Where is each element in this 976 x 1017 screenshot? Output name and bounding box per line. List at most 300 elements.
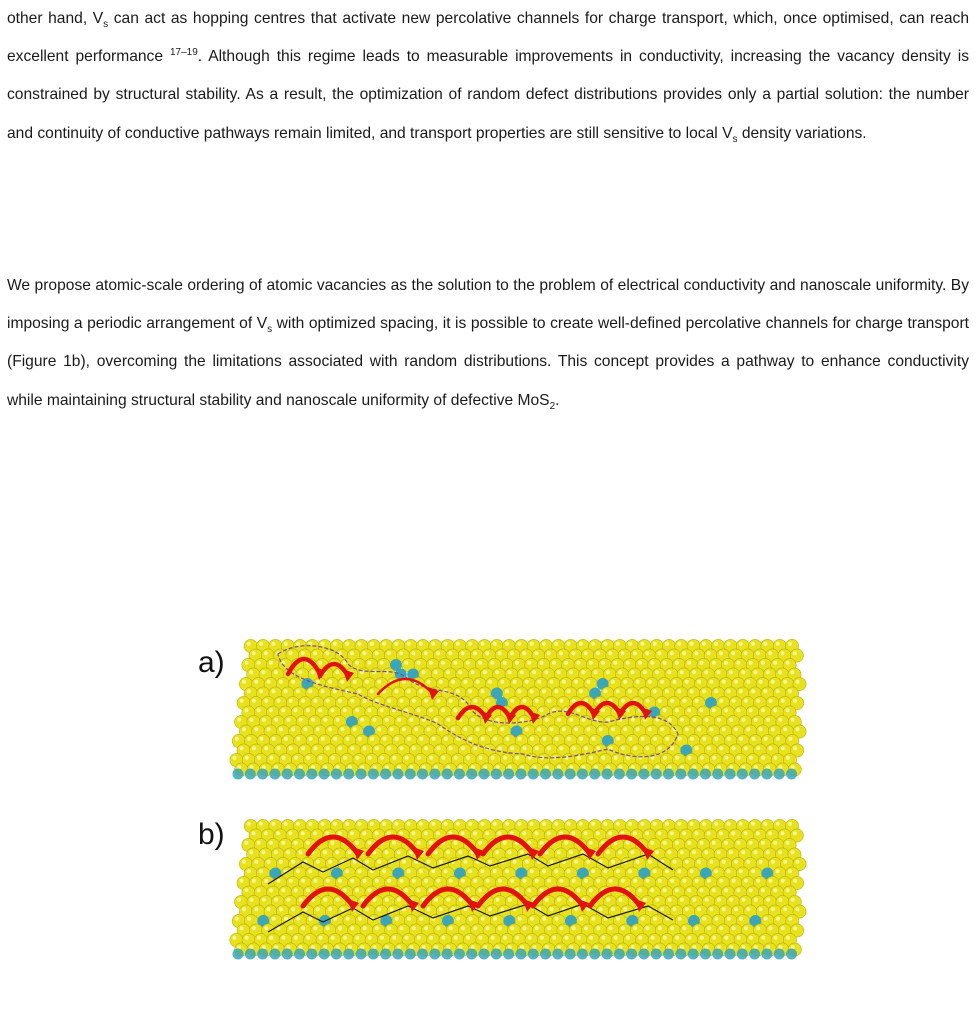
s-atom-highlight: [547, 699, 551, 703]
s-atom-highlight: [281, 708, 285, 712]
s-atom-highlight: [729, 850, 733, 854]
s-atom-highlight: [355, 936, 359, 940]
s-atom-highlight: [732, 699, 736, 703]
s-atom-highlight: [254, 907, 258, 911]
s-atom-highlight: [768, 651, 772, 655]
s-atom-highlight: [761, 888, 765, 892]
s-atom-highlight: [579, 917, 583, 921]
s-atom-highlight: [328, 907, 332, 911]
s-atom-highlight: [247, 642, 251, 646]
s-atom-highlight: [690, 737, 694, 741]
s-atom-highlight: [682, 651, 686, 655]
s-atom-highlight: [582, 718, 586, 722]
s-atom-highlight: [267, 680, 271, 684]
s-atom-highlight: [446, 718, 450, 722]
s-atom-highlight: [328, 680, 332, 684]
s-atom-highlight: [692, 718, 696, 722]
s-atom-highlight: [709, 907, 713, 911]
s-atom-highlight: [478, 888, 482, 892]
s-atom-highlight: [284, 917, 288, 921]
s-atom-highlight: [240, 746, 244, 750]
s-atom-highlight: [545, 898, 549, 902]
s-atom-highlight: [525, 680, 529, 684]
mo-atom-edge: [503, 769, 514, 780]
s-atom-highlight: [574, 727, 578, 731]
s-atom-highlight: [542, 822, 546, 826]
s-atom-highlight: [385, 850, 389, 854]
s-atom-highlight: [663, 888, 667, 892]
s-atom-highlight: [754, 898, 758, 902]
mo-atom-edge: [786, 949, 797, 960]
s-atom-highlight: [567, 822, 571, 826]
s-atom-highlight: [490, 661, 494, 665]
s-atom-highlight: [380, 936, 384, 940]
s-atom-highlight: [719, 651, 723, 655]
s-atom-highlight: [769, 926, 773, 930]
s-atom-highlight: [279, 860, 283, 864]
s-atom-highlight: [449, 699, 453, 703]
s-atom-highlight: [291, 680, 295, 684]
s-atom-highlight: [786, 888, 790, 892]
s-atom-highlight: [786, 661, 790, 665]
s-atom-highlight: [436, 746, 440, 750]
s-atom-highlight: [724, 888, 728, 892]
s-atom-highlight: [557, 718, 561, 722]
s-atom-highlight: [746, 907, 750, 911]
s-atom-highlight: [269, 708, 273, 712]
mo-atom-edge: [515, 949, 526, 960]
s-atom-highlight: [550, 727, 554, 731]
s-atom-highlight: [267, 907, 271, 911]
s-atom-highlight: [375, 926, 379, 930]
s-atom-highlight: [547, 879, 551, 883]
s-atom-highlight: [778, 898, 782, 902]
s-atom-highlight: [281, 841, 285, 845]
s-atom-highlight: [626, 661, 630, 665]
s-atom-highlight: [540, 661, 544, 665]
s-atom-highlight: [592, 917, 596, 921]
s-atom-highlight: [688, 756, 692, 760]
mo-atom-edge: [761, 949, 772, 960]
s-atom-highlight: [687, 708, 691, 712]
s-atom-highlight: [404, 888, 408, 892]
s-atom-highlight: [277, 746, 281, 750]
s-atom-highlight: [673, 860, 677, 864]
s-atom-highlight: [786, 708, 790, 712]
s-atom-highlight: [377, 727, 381, 731]
s-atom-highlight: [749, 936, 753, 940]
s-atom-highlight: [714, 822, 718, 826]
s-atom-highlight: [399, 831, 403, 835]
s-atom-highlight: [520, 850, 524, 854]
s-atom-highlight: [749, 708, 753, 712]
s-atom-highlight: [331, 936, 335, 940]
s-atom-highlight: [454, 708, 458, 712]
s-atom-highlight: [623, 907, 627, 911]
s-atom-highlight: [712, 888, 716, 892]
panel-a-random-vacancy-lattice: [228, 634, 808, 784]
s-atom-highlight: [697, 860, 701, 864]
s-atom-highlight: [584, 651, 588, 655]
s-atom-highlight: [397, 850, 401, 854]
s-atom-highlight: [707, 746, 711, 750]
s-atom-highlight: [319, 756, 323, 760]
s-atom-highlight: [478, 756, 482, 760]
s-atom-highlight: [473, 926, 477, 930]
s-atom-highlight: [259, 822, 263, 826]
s-atom-highlight: [623, 727, 627, 731]
s-atom-highlight: [690, 642, 694, 646]
s-atom-highlight: [476, 680, 480, 684]
s-atom-highlight: [766, 718, 770, 722]
s-atom-highlight: [463, 860, 467, 864]
s-atom-highlight: [586, 680, 590, 684]
s-atom-highlight: [249, 670, 253, 674]
s-atom-highlight: [358, 822, 362, 826]
s-atom-highlight: [739, 737, 743, 741]
s-atom-highlight: [577, 888, 581, 892]
s-atom-highlight: [555, 917, 559, 921]
s-atom-highlight: [358, 869, 362, 873]
s-atom-highlight: [321, 822, 325, 826]
s-atom-highlight: [613, 661, 617, 665]
s-atom-highlight: [638, 936, 642, 940]
s-atom-highlight: [670, 746, 674, 750]
s-atom-highlight: [571, 831, 575, 835]
s-atom-highlight: [675, 756, 679, 760]
s-atom-highlight: [338, 926, 342, 930]
s-atom-highlight: [586, 860, 590, 864]
s-atom-highlight: [673, 907, 677, 911]
s-atom-highlight: [707, 926, 711, 930]
s-atom-highlight: [454, 661, 458, 665]
s-atom-highlight: [736, 661, 740, 665]
s-atom-highlight: [439, 907, 443, 911]
s-atom-highlight: [380, 708, 384, 712]
s-atom-highlight: [272, 917, 276, 921]
s-atom-highlight: [517, 642, 521, 646]
s-atom-highlight: [781, 746, 785, 750]
s-atom-highlight: [466, 661, 470, 665]
s-atom-highlight: [773, 888, 777, 892]
mo-atom-edge: [466, 949, 477, 960]
s-atom-highlight: [705, 898, 709, 902]
s-atom-highlight: [298, 670, 302, 674]
s-atom-highlight: [257, 888, 261, 892]
s-atom-highlight: [535, 879, 539, 883]
s-atom-highlight: [365, 680, 369, 684]
s-atom-highlight: [446, 898, 450, 902]
s-atom-highlight: [547, 926, 551, 930]
s-atom-highlight: [375, 879, 379, 883]
s-atom-highlight: [781, 926, 785, 930]
s-atom-highlight: [616, 642, 620, 646]
s-atom-highlight: [394, 689, 398, 693]
s-atom-highlight: [729, 718, 733, 722]
s-atom-highlight: [739, 642, 743, 646]
s-atom-highlight: [313, 746, 317, 750]
s-atom-highlight: [301, 651, 305, 655]
mo-atom-edge: [638, 769, 649, 780]
s-atom-highlight: [503, 661, 507, 665]
s-atom-highlight: [572, 879, 576, 883]
s-atom-highlight: [643, 670, 647, 674]
s-atom-highlight: [252, 746, 256, 750]
s-atom-highlight: [362, 831, 366, 835]
s-atom-highlight: [468, 689, 472, 693]
s-atom-highlight: [444, 822, 448, 826]
s-atom-highlight: [579, 689, 583, 693]
s-atom-highlight: [702, 689, 706, 693]
s-atom-highlight: [670, 651, 674, 655]
s-atom-highlight: [766, 898, 770, 902]
s-atom-highlight: [373, 898, 377, 902]
s-atom-highlight: [557, 898, 561, 902]
s-atom-highlight: [417, 756, 421, 760]
s-atom-highlight: [599, 727, 603, 731]
s-atom-highlight: [542, 869, 546, 873]
s-atom-highlight: [429, 661, 433, 665]
s-atom-highlight: [569, 670, 573, 674]
s-atom-highlight: [729, 670, 733, 674]
s-atom-highlight: [486, 926, 490, 930]
s-atom-highlight: [503, 936, 507, 940]
s-atom-highlight: [700, 756, 704, 760]
s-atom-highlight: [727, 869, 731, 873]
s-atom-highlight: [335, 850, 339, 854]
s-atom-highlight: [731, 831, 735, 835]
s-atom-highlight: [442, 756, 446, 760]
s-atom-highlight: [257, 661, 261, 665]
s-atom-highlight: [382, 822, 386, 826]
s-atom-highlight: [257, 841, 261, 845]
mo-atom-edge: [233, 949, 244, 960]
s-atom-highlight: [264, 746, 268, 750]
s-atom-highlight: [790, 670, 794, 674]
s-atom-highlight: [650, 661, 654, 665]
s-atom-highlight: [515, 756, 519, 760]
s-atom-highlight: [609, 879, 613, 883]
s-atom-highlight: [527, 888, 531, 892]
s-atom-highlight: [520, 718, 524, 722]
s-atom-highlight: [579, 822, 583, 826]
s-atom-highlight: [451, 727, 455, 731]
s-atom-highlight: [367, 888, 371, 892]
s-atom-highlight: [353, 680, 357, 684]
s-atom-highlight: [461, 926, 465, 930]
s-atom-highlight: [638, 888, 642, 892]
s-atom-highlight: [658, 746, 662, 750]
s-atom-highlight: [427, 680, 431, 684]
s-atom-highlight: [252, 651, 256, 655]
mo-atom-edge: [577, 769, 588, 780]
s-atom-highlight: [640, 822, 644, 826]
s-atom-highlight: [712, 936, 716, 940]
s-atom-highlight: [614, 756, 618, 760]
s-atom-highlight: [653, 869, 657, 873]
s-atom-highlight: [788, 869, 792, 873]
s-atom-highlight: [596, 831, 600, 835]
s-atom-highlight: [793, 831, 797, 835]
s-atom-highlight: [407, 642, 411, 646]
s-atom-highlight: [466, 888, 470, 892]
s-atom-highlight: [242, 860, 246, 864]
s-atom-highlight: [503, 841, 507, 845]
s-atom-highlight: [535, 699, 539, 703]
s-atom-highlight: [636, 680, 640, 684]
s-atom-highlight: [764, 737, 768, 741]
s-atom-highlight: [252, 831, 256, 835]
s-atom-highlight: [645, 651, 649, 655]
s-atom-highlight: [485, 831, 489, 835]
s-atom-highlight: [508, 670, 512, 674]
s-atom-highlight: [493, 642, 497, 646]
s-atom-highlight: [456, 689, 460, 693]
s-atom-highlight: [697, 680, 701, 684]
s-atom-highlight: [658, 831, 662, 835]
s-atom-highlight: [530, 689, 534, 693]
s-atom-highlight: [340, 907, 344, 911]
s-atom-highlight: [277, 879, 281, 883]
s-atom-highlight: [240, 699, 244, 703]
s-atom-highlight: [744, 746, 748, 750]
s-atom-highlight: [788, 917, 792, 921]
s-atom-highlight: [744, 831, 748, 835]
s-atom-highlight: [783, 680, 787, 684]
s-atom-highlight: [783, 907, 787, 911]
s-atom-highlight: [279, 727, 283, 731]
s-atom-highlight: [663, 708, 667, 712]
s-atom-highlight: [763, 689, 767, 693]
s-atom-highlight: [419, 869, 423, 873]
s-atom-highlight: [562, 727, 566, 731]
s-atom-highlight: [274, 898, 278, 902]
mo-atom-edge: [688, 949, 699, 960]
s-atom-highlight: [589, 756, 593, 760]
s-atom-highlight: [665, 869, 669, 873]
s-atom-highlight: [513, 680, 517, 684]
s-atom-highlight: [680, 898, 684, 902]
s-atom-highlight: [237, 898, 241, 902]
s-atom-highlight: [269, 661, 273, 665]
s-atom-highlight: [468, 869, 472, 873]
s-atom-highlight: [680, 670, 684, 674]
s-atom-highlight: [796, 860, 800, 864]
s-atom-highlight: [328, 860, 332, 864]
mo-atom-edge: [392, 949, 403, 960]
s-atom-highlight: [392, 841, 396, 845]
s-atom-highlight: [412, 926, 416, 930]
s-atom-highlight: [702, 917, 706, 921]
s-atom-highlight: [304, 727, 308, 731]
s-atom-highlight: [633, 831, 637, 835]
s-atom-highlight: [739, 822, 743, 826]
s-atom-highlight: [309, 737, 313, 741]
s-atom-highlight: [306, 888, 310, 892]
mo-atom-edge: [269, 949, 280, 960]
s-atom-highlight: [759, 907, 763, 911]
s-atom-highlight: [405, 756, 409, 760]
mo-atom-edge: [528, 949, 539, 960]
s-atom-highlight: [257, 756, 261, 760]
s-atom-highlight: [749, 841, 753, 845]
s-atom-highlight: [734, 680, 738, 684]
s-atom-highlight: [677, 869, 681, 873]
s-atom-highlight: [377, 860, 381, 864]
mo-atom-edge: [589, 769, 600, 780]
s-atom-highlight: [670, 831, 674, 835]
s-atom-highlight: [572, 699, 576, 703]
s-atom-highlight: [412, 699, 416, 703]
s-atom-highlight: [577, 936, 581, 940]
s-atom-highlight: [773, 708, 777, 712]
s-atom-highlight: [439, 860, 443, 864]
s-atom-highlight: [271, 822, 275, 826]
s-atom-highlight: [264, 699, 268, 703]
s-atom-highlight: [731, 651, 735, 655]
s-atom-highlight: [446, 670, 450, 674]
s-atom-highlight: [478, 661, 482, 665]
s-atom-highlight: [700, 888, 704, 892]
s-atom-highlight: [690, 869, 694, 873]
s-atom-highlight: [353, 727, 357, 731]
s-atom-highlight: [505, 822, 509, 826]
s-atom-highlight: [412, 831, 416, 835]
s-atom-highlight: [712, 756, 716, 760]
s-atom-highlight: [621, 879, 625, 883]
s-atom-highlight: [584, 746, 588, 750]
s-atom-highlight: [326, 879, 330, 883]
s-atom-highlight: [658, 651, 662, 655]
s-atom-highlight: [434, 898, 438, 902]
s-atom-highlight: [269, 756, 273, 760]
s-atom-highlight: [400, 926, 404, 930]
s-atom-highlight: [390, 907, 394, 911]
s-atom-highlight: [788, 689, 792, 693]
s-atom-highlight: [719, 926, 723, 930]
s-atom-highlight: [663, 841, 667, 845]
s-atom-highlight: [769, 746, 773, 750]
s-atom-highlight: [722, 907, 726, 911]
s-atom-highlight: [717, 898, 721, 902]
s-atom-highlight: [308, 689, 312, 693]
s-atom-highlight: [444, 642, 448, 646]
s-atom-highlight: [616, 689, 620, 693]
s-atom-highlight: [618, 850, 622, 854]
mo-atom-edge: [552, 949, 563, 960]
s-atom-highlight: [313, 831, 317, 835]
mo-atom-edge: [282, 949, 293, 960]
s-atom-highlight: [326, 926, 330, 930]
s-atom-highlight: [395, 917, 399, 921]
s-atom-highlight: [294, 708, 298, 712]
s-atom-highlight: [407, 689, 411, 693]
s-atom-highlight: [694, 651, 698, 655]
s-atom-highlight: [481, 689, 485, 693]
s-atom-highlight: [291, 907, 295, 911]
s-atom-highlight: [670, 926, 674, 930]
s-atom-highlight: [247, 822, 251, 826]
s-atom-highlight: [759, 860, 763, 864]
s-atom-highlight: [434, 670, 438, 674]
s-atom-highlight: [282, 936, 286, 940]
s-atom-highlight: [262, 898, 266, 902]
s-atom-highlight: [675, 936, 679, 940]
s-atom-highlight: [338, 831, 342, 835]
text-run: density variations.: [737, 124, 867, 142]
s-atom-highlight: [749, 756, 753, 760]
s-atom-highlight: [360, 718, 364, 722]
